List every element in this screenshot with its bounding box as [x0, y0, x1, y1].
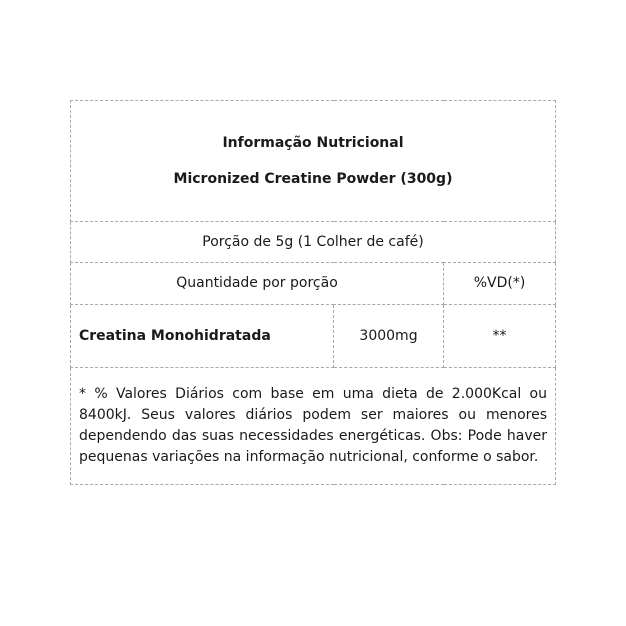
nutrient-name: Creatina Monohidratada: [71, 305, 334, 368]
table-title: Informação Nutricional: [222, 134, 404, 151]
portion-size: Porção de 5g (1 Colher de café): [71, 222, 556, 263]
nutrition-facts-table: [70, 100, 556, 485]
nutrient-amount: 3000mg: [334, 305, 444, 368]
portion-row: [71, 222, 556, 263]
header-row: [71, 101, 556, 222]
product-name: Micronized Creatine Powder (300g): [173, 170, 453, 187]
daily-value-header: %VD(*): [444, 263, 556, 305]
footnote-row: [71, 368, 556, 485]
nutrient-daily-value: **: [444, 305, 556, 368]
header-cell: [71, 101, 556, 222]
column-header-row: [71, 263, 556, 305]
table-row: [71, 305, 556, 368]
footnote: * % Valores Diários com base em uma dieta de 2.000Kcal ou 8400kJ. Seus valores diários podem ser maiores ou menores dependendo das suas necessidades energéticas. Obs: Pode haver pequenas variações na informação nutricional, conforme o sabor.: [71, 368, 556, 485]
quantity-per-portion-header: Quantidade por porção: [71, 263, 444, 305]
